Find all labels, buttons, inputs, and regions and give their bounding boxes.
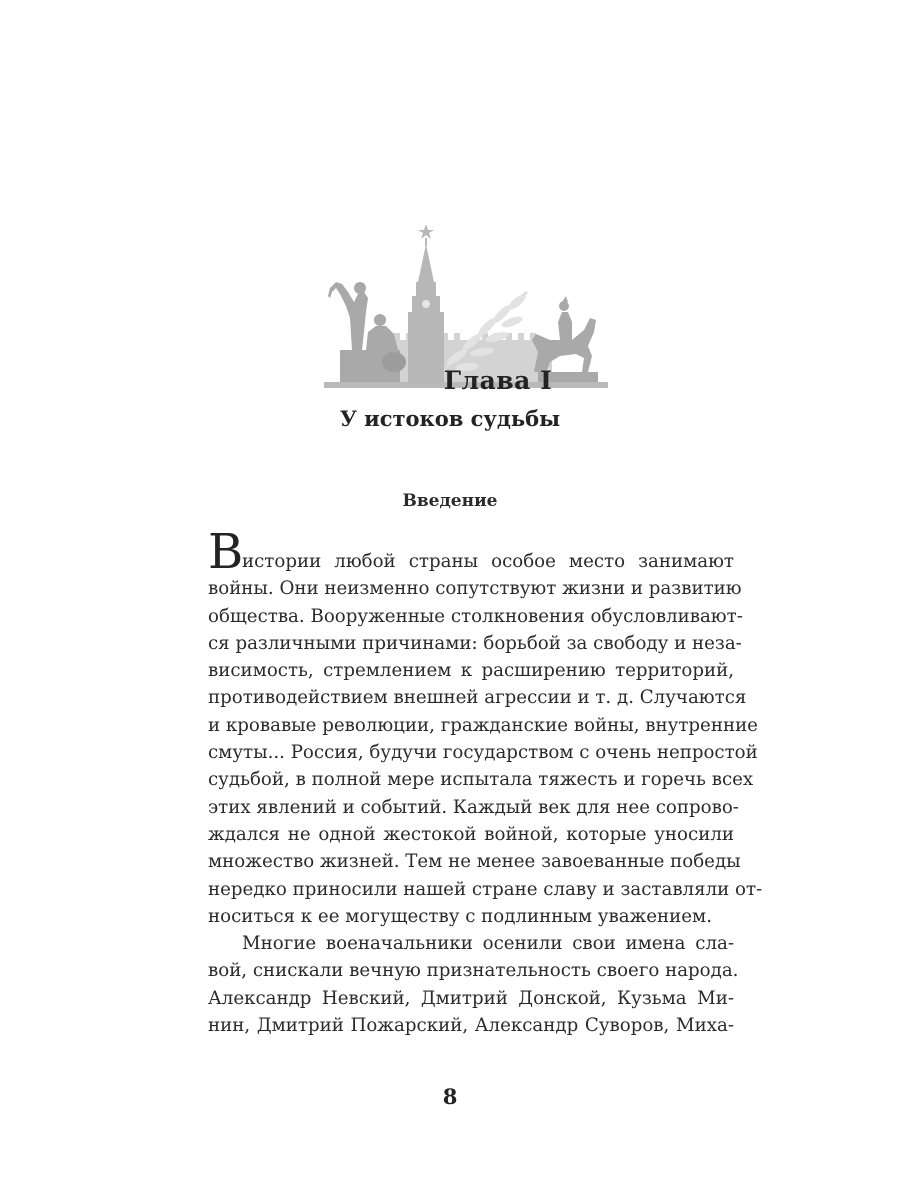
text-line: множество жизней. Тем не менее завоеванные победы [208, 851, 741, 873]
chapter-number-label: Глава I [443, 366, 553, 395]
text-line: противодействием внешней агрессии и т. д. Случаются [208, 687, 747, 709]
text-line: вой, снискали вечную признательность своего народа. [208, 960, 739, 982]
text-line: висимость, стремлением к расширению территорий, [208, 660, 734, 682]
text-line: ся различными причинами: борьбой за свободу и неза- [208, 632, 742, 654]
text-line: этих явлений и событий. Каждый век для нее сопрово- [208, 796, 739, 818]
chapter-number-heading [0, 366, 900, 395]
body-text [208, 524, 763, 1039]
page-number: 8 [442, 1084, 458, 1109]
text-line: смуты... Россия, будучи государством с очень непростой [208, 742, 758, 764]
text-line: войны. Они неизменно сопутствуют жизни и развитию [208, 578, 742, 600]
text-line: ждался не одной жестокой войной, которые уносили [208, 823, 734, 845]
text-line-content: истории любой страны особое место занимают [242, 551, 734, 572]
drop-cap-letter: В [208, 524, 244, 580]
text-line [208, 524, 734, 580]
text-line: общества. Вооруженные столкновения обусловливают- [208, 605, 743, 627]
text-line: нин, Дмитрий Пожарский, Александр Суворов, Миха- [208, 1015, 734, 1037]
text-line: и кровавые революции, гражданские войны, внутренние [208, 714, 758, 736]
text-line: Александр Невский, Дмитрий Донской, Кузьма Ми- [208, 987, 734, 1009]
text-line: Многие военачальники осенили свои имена сла- [242, 933, 734, 955]
section-heading: Введение [402, 491, 498, 511]
chapter-title: У истоков судьбы [339, 406, 561, 431]
text-line: нередко приносили нашей стране славу и заставляли от- [208, 878, 763, 900]
kremlin-tower-shape [408, 224, 444, 382]
paragraph-1 [208, 524, 763, 930]
text-line: носиться к ее могуществу с подлинным уважением. [208, 905, 712, 927]
text-line: судьбой, в полной мере испытала тяжесть и горечь всех [208, 769, 754, 791]
paragraph-2 [208, 930, 739, 1039]
